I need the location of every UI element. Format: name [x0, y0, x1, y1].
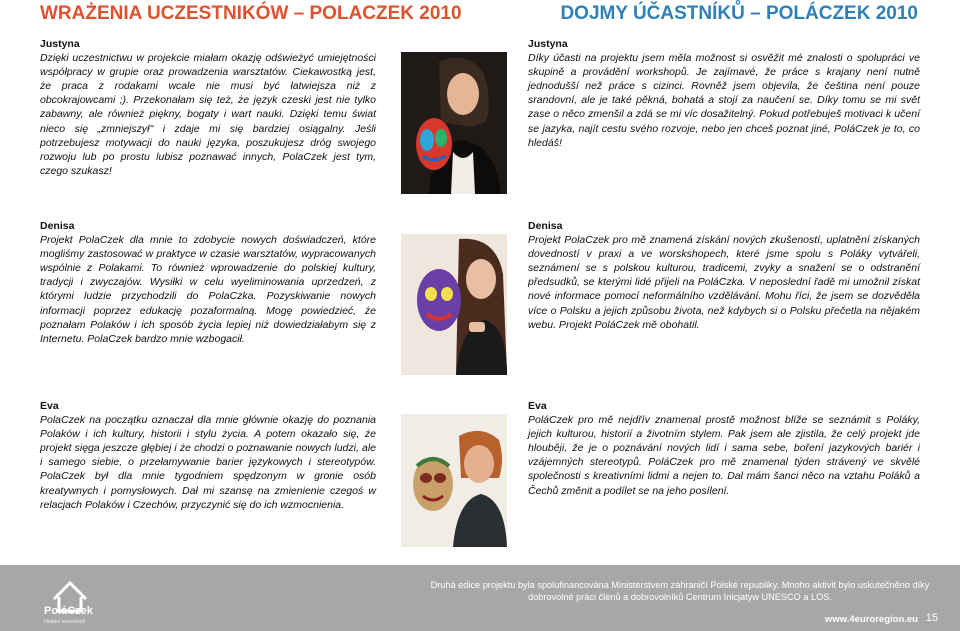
participant-name: Justyna	[528, 38, 568, 50]
participant-name: Denisa	[40, 220, 75, 232]
justyna-polish-testimonial	[40, 37, 376, 178]
testimonial-text: PoláCzek pro mě nejdřív znamenal prostě možnost blíže se seznámit s Poláky, jejich kulturou, historií a životním stylem. Pak jsem ale zjistila, že celý projekt jde hlouběji, že je o poznávání nových lidí i sama sebe, boření jazykových bariér i vzájemných stereotypů. PoláCzek pro mě znamenal týden strávený ve skvělé společnosti s kreativními lidmi a nejen to. Dal mám šanci něco na vztahu Poláků a Čechů změnit a podílet se na jeho posílení.	[528, 414, 920, 497]
participant-name: Justyna	[40, 38, 80, 50]
page-footer	[0, 565, 960, 631]
justyna-photo	[401, 52, 507, 194]
page-number: 15	[925, 612, 938, 624]
testimonial-text: Dzięki uczestnictwu w projekcie miałam okazję odświeżyć umiejętności współpracy w grupie oraz prowadzenia warsztatów. Ciekawostką jest, że praca z rodakami wcale nie musi być łatwiejsza niż z obcokrajowcami ;). Przekonałam się też, że język czeski jest nie tylko zabawny, ale również piękny, bogaty i wart nauki. Dzięki temu świat nieco się „zmniejszył" i zdaje mi się bardziej osiągalny. Jeśli potrzebujesz motywacji do nauki języka, poszukujesz dróg swojego rozwoju lub po prostu lubisz poznawać innych, PolaCzek jest tym, czego szukasz!	[40, 52, 376, 177]
eva-czech-testimonial	[528, 399, 920, 498]
czech-section-title: DOJMY ÚČASTNÍKŮ – POLÁCZEK 2010	[560, 3, 918, 24]
funding-note: Druhá edice projektu byla spolufinancována Ministerstvem zahraničí Polské republiky. Mnoho aktivit bylo uskutečněno díky dobrovolné práci členů a dobrovolníků Centrum Inicjatyw UNESCO a LOS.	[430, 580, 930, 603]
participant-name: Eva	[528, 400, 547, 412]
eva-polish-testimonial	[40, 399, 376, 512]
logo-wordmark: PoláCzek	[44, 605, 93, 617]
testimonial-text: PolaCzek na początku oznaczał dla mnie głównie okazję do poznania Polaków i ich kultury, historii i stylu życia. A potem okazało się, że projekt sięga jeszcze głębiej i że chodzi o poznawanie nowych ludzi, ale i samego siebie, o przełamywanie barier językowych i stereotypów. PolaCzek był dla mnie tygodniem spędzonym w gronie osób kreatywnych i pomysłowych. Dał mi szansę na zmienienie czegoś w relacjach Polaków i Czechów, przyczynić się do ich wzmocnienia.	[40, 414, 376, 511]
justyna-czech-testimonial	[528, 37, 920, 150]
participant-name: Eva	[40, 400, 59, 412]
eva-photo	[401, 414, 507, 547]
denisa-photo	[401, 234, 507, 375]
testimonial-text: Projekt PolaCzek dla mnie to zdobycie nowych doświadczeń, które mogliśmy zastosować w praktyce w czasie warsztatów, wypracowanych wspólnie z Polakami. To również wprowadzenie do polskiej kultury, tradycji i zwyczajów. Wysiłki w celu wyeliminowania uprzedzeń, z którymi ludzie przychodzili do PolaCzka. Pozyskiwanie nowych informacji poprzez edukację pozaformalną. Mogę powiedzieć, że poznałam Polaków i ich sposób życia lepiej niż dowiedziałabym się z Internetu. PolaCzek bardzo mnie wzbogacił.	[40, 234, 376, 345]
logo-tagline: hledání souvislostí	[44, 619, 86, 625]
website-link[interactable]: www.4euroregion.eu	[824, 614, 918, 625]
denisa-czech-testimonial	[528, 219, 920, 332]
denisa-polish-testimonial	[40, 219, 376, 346]
testimonial-text: Díky účasti na projektu jsem měla možnost si osvěžit mé znalosti o spolupráci ve skupině a provádění workshopů. Je zajímavé, že práce s krajany není nutně jednodušší než práce s cizinci. Rovněž jsem objevila, že čeština není pouze srandovní, ale je také pěkná, bohatá a stojí za naučení se. Díky tomu se mi svět zase o něco zmenšil a zdá se mi víc dosažitelný. Pokud potřebuješ motivaci k učení se jazyka, najít cestu svého rozvoje, nebo jen chceš poznat jiné, PoláCzek je to, co hledáš!	[528, 52, 920, 149]
participant-name: Denisa	[528, 220, 563, 232]
testimonial-text: Projekt PolaCzek pro mě znamená získání nových zkušeností, uplatnění získaných dovedností v praxi a ve worskshopech, které jsme spolu s Poláky vytvářeli, seznámení se s polskou kulturou, tradicemi, zvyky a snažení se o odstranění předsudků, se kterými lidé přijeli na PoláCzka. V neposlední řadě mi umožnil získat nové informace pomocí neformálního vzdělávání. Mohu říci, že jsem se dozvěděla více o Polsku a jejich způsobu života, než kdybych si o Polsku přečetla na nějakém webu. Projekt PoláCzek mě obohatil.	[528, 234, 920, 331]
polish-section-title: WRAŻENIA UCZESTNIKÓW – POLACZEK 2010	[40, 3, 462, 24]
